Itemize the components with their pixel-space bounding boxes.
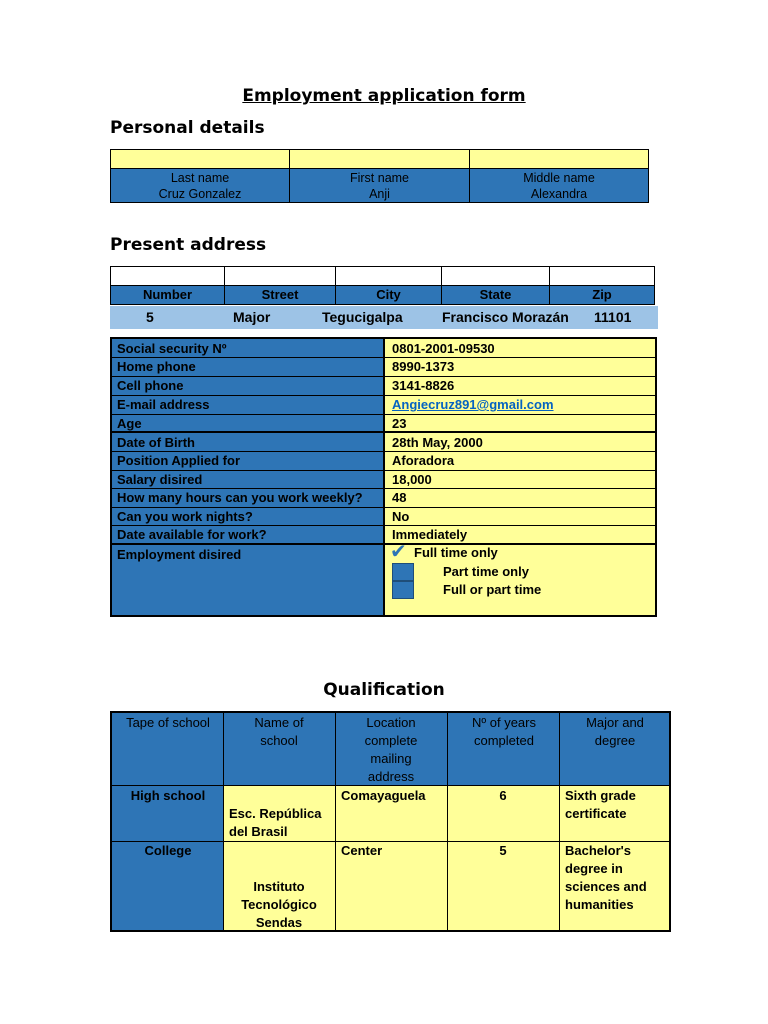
number-value: 5 [146,309,154,325]
middle-name-field[interactable] [469,149,649,169]
detail-row [112,415,655,433]
last-name-cell [110,168,290,203]
middle-name-cell [469,168,649,203]
column-divider [335,713,336,930]
state-header: State [441,285,550,305]
personal-details-table [110,149,649,203]
first-name-field[interactable] [289,149,470,169]
detail-value[interactable]: 18,000 [392,472,432,487]
qual-header-school-type: Tape of school [126,715,210,730]
checkbox-icon[interactable] [392,563,414,581]
form-title: Employment application form [242,86,526,106]
detail-value[interactable]: 23 [392,416,407,431]
option-part-time[interactable] [390,563,650,581]
detail-row [112,508,655,526]
street-value: Major [233,309,271,325]
detail-label: Cell phone [117,378,184,393]
middle-name-label: Middle name [523,171,595,185]
detail-row [112,452,655,471]
checkmark-icon: ✔ [390,541,407,563]
first-name-value: Anji [369,187,390,201]
zip-value: 11101 [594,309,632,325]
details-table [110,337,657,617]
city-header: City [335,285,442,305]
last-name-field[interactable] [110,149,290,169]
detail-label: Salary disired [117,472,203,487]
first-name-label: First name [349,171,410,185]
detail-row [112,358,655,377]
detail-label: Age [117,416,142,431]
option-full-or-part-time-label: Full or part time [443,582,542,597]
qual-row2-location: Center [341,843,383,858]
detail-value[interactable]: No [392,509,410,524]
street-header: Street [224,285,336,305]
detail-row [112,471,655,489]
qual-row1-school-type: High school [130,788,206,803]
zip-header: Zip [549,285,655,305]
option-part-time-label: Part time only [443,564,529,579]
detail-row [112,526,655,545]
detail-label: Can you work nights? [117,509,253,524]
qual-row2-years: 5 [499,843,507,858]
last-name-value: Cruz Gonzalez [158,187,242,201]
qual-header-major: Major and degree [586,715,644,748]
detail-row [112,377,655,396]
street-field[interactable] [224,266,336,286]
detail-value[interactable]: 0801-2001-09530 [392,341,495,356]
detail-label: Social security Nº [117,341,227,356]
detail-value[interactable]: 48 [392,490,407,505]
first-name-cell [289,168,470,203]
personal-details-heading: Personal details [110,118,265,138]
qual-header-years: Nº of years completed [472,715,536,748]
option-full-time-label: Full time only [414,545,498,560]
qual-row1-school-name: Esc. República del Brasil [229,806,322,839]
detail-label: Date of Birth [117,435,195,450]
state-field[interactable] [441,266,550,286]
address-table [110,266,655,330]
employment-desired-label: Employment disired [117,547,242,562]
zip-field[interactable] [549,266,655,286]
detail-row [112,433,655,452]
number-header: Number [110,285,225,305]
present-address-heading: Present address [110,235,267,255]
detail-value[interactable]: 28th May, 2000 [392,435,483,450]
email-link[interactable]: Angiecruz891@gmail.com [392,397,554,412]
qual-row1-location: Comayaguela [341,788,426,803]
detail-value[interactable]: Aforadora [392,453,455,468]
qualification-table [110,711,671,932]
city-value: Tegucigalpa [322,309,403,325]
detail-label: Date available for work? [117,527,267,542]
option-full-or-part-time[interactable] [390,581,650,599]
employment-options [390,541,655,614]
qual-header-location: Location complete mailing address [364,715,418,784]
middle-name-value: Alexandra [530,187,588,201]
column-divider [447,713,448,930]
state-value: Francisco Morazán [442,309,569,325]
qual-row2-school-name: Instituto Tecnológico Sendas [241,879,317,930]
detail-value[interactable]: Immediately [392,527,468,542]
detail-label: How many hours can you work weekly? [117,490,363,505]
detail-row [112,396,655,415]
detail-label: E-mail address [117,397,210,412]
detail-value[interactable]: 3141-8826 [392,378,455,393]
detail-value[interactable]: 8990-1373 [392,359,455,374]
detail-row [112,339,655,358]
qual-row2-major: Bachelor's degree in sciences and humanities [565,843,647,912]
qual-row1-years: 6 [499,788,507,803]
detail-value[interactable] [387,396,655,413]
column-divider [559,713,560,930]
qual-header-school-name: Name of school [254,715,304,748]
detail-row [112,489,655,508]
city-field[interactable] [335,266,442,286]
column-divider [223,713,224,930]
checkbox-icon[interactable] [392,581,414,599]
qual-row2-school-type: College [144,843,192,858]
last-name-label: Last name [170,171,230,185]
address-values-row [110,306,658,329]
number-field[interactable] [110,266,225,286]
qual-row1-major: Sixth grade certificate [565,788,636,821]
detail-label: Home phone [117,359,196,374]
detail-label: Position Applied for [117,453,241,468]
option-full-time[interactable] [390,541,650,563]
qualification-heading: Qualification [323,680,445,700]
